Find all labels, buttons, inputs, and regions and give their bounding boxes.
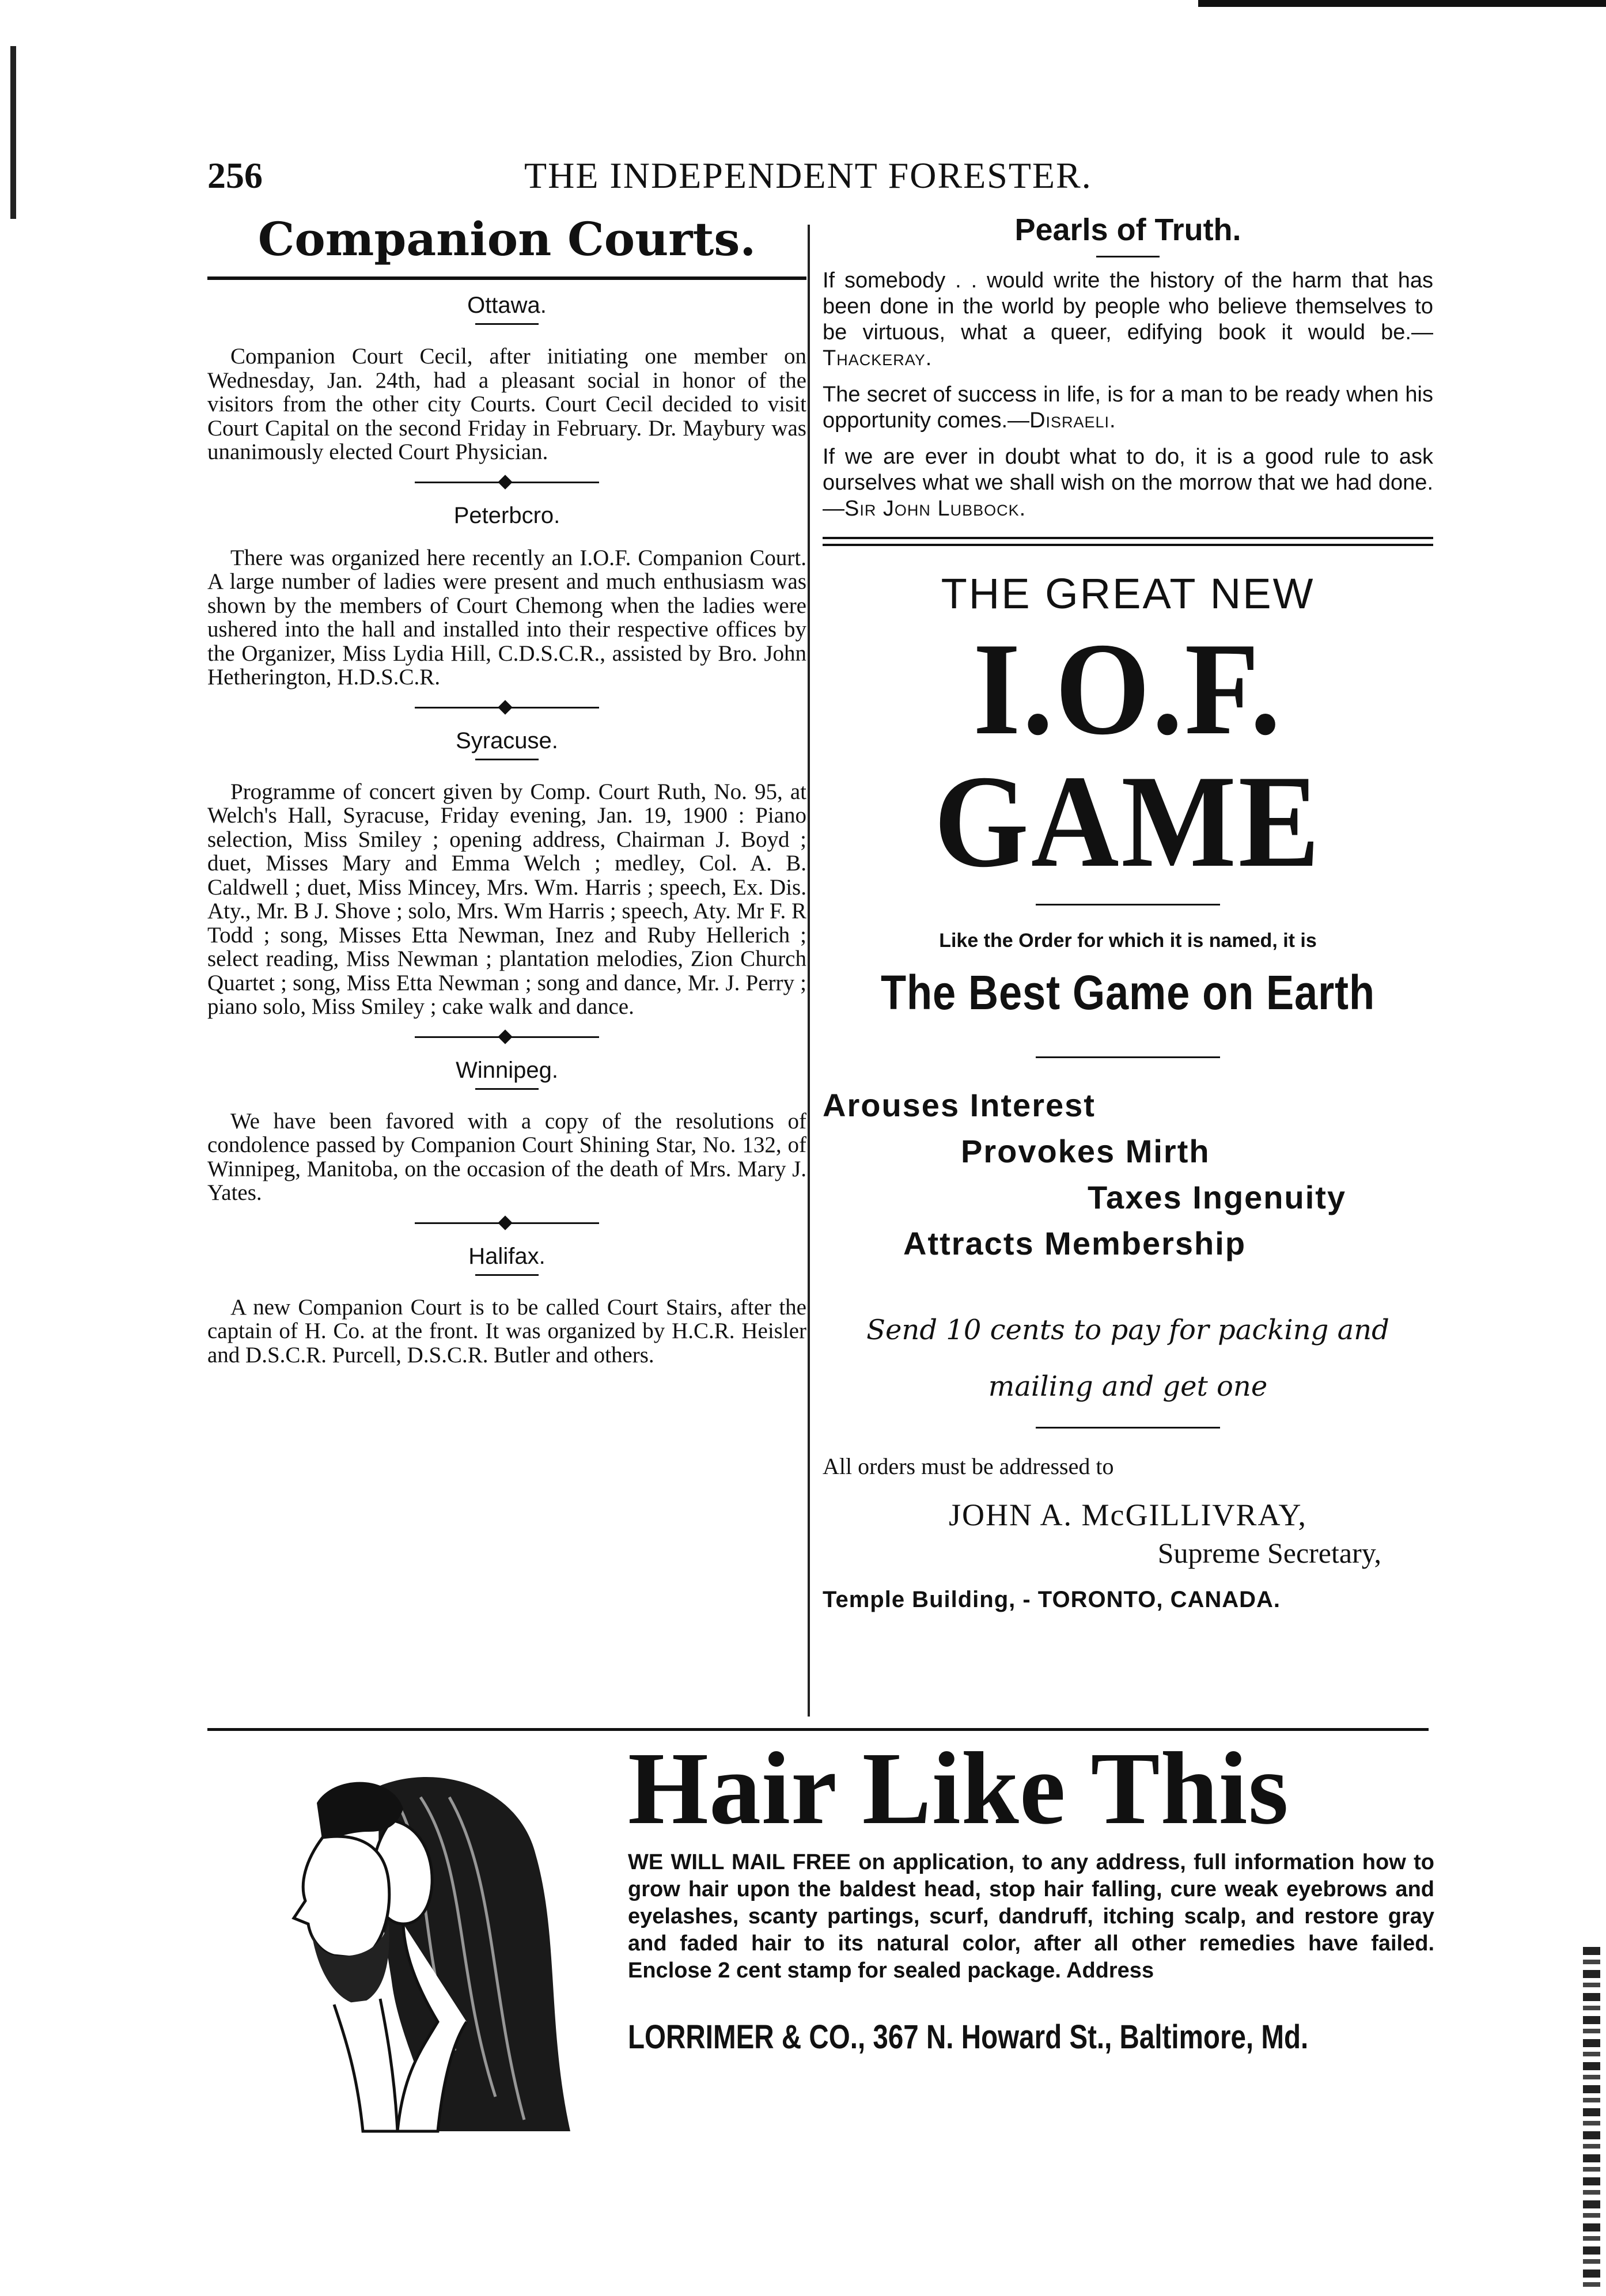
feature-item: Taxes Ingenuity [1088,1179,1347,1215]
pearls-title: Pearls of Truth. [1014,213,1241,247]
ornament-divider [415,707,599,708]
hair-ad-title: Hair Like This [628,1731,1289,1846]
quote-author: Sir John Lubbock. [844,497,1027,521]
quote-text: If somebody . . would write the history of the harm that has been done in the world by people who believe themselves to be virtuous, what a queer, edifying book it would be.— [823,268,1433,344]
item-body: Companion Court Cecil, after initiating one member on Wednesday, Jan. 24th, had a pleasant social in honor of the visitors from the other city Courts. Court Cecil decided to visit Court Capital on the second Friday in February. Dr. Maybury was unanimously elected Court Physician. [207,344,806,464]
hair-ad-body: WE WILL MAIL FREE on application, to any address, full information how to grow hair upon the baldest head, stop hair falling, cure weak eyebrows and eyelashes, scanty partings, scurf, dandruff, itching scalp, and restore gray and faded hair to its natural color, after all other remedies have failed. Enclose 2 cent stamp for sealed package. Address [628,1850,1434,1983]
item-heading: Syracuse. [456,728,558,753]
item-heading: Peterbcro. [453,502,560,528]
ornament-divider [415,1036,599,1038]
quote-author: Disraeli. [1029,408,1116,433]
orders-text: All orders must be addressed to [823,1453,1114,1479]
feature-item: Provokes Mirth [961,1133,1210,1169]
item-body: There was organized here recently an I.O.F. Companion Court. A large number of ladies were present and much enthusiasm was shown by the members of Court Chemong when the ladies were ushered into the hall and installed into their respective offices by the Organizer, Miss Lydia Hill, C.D.S.C.R., assisted by Bro. John Hetherington, H.D.S.C.R. [207,545,806,689]
divider [475,1088,539,1090]
send-line: mailing and get one [988,1370,1268,1403]
contact-address: Temple Building, - TORONTO, CANADA. [823,1587,1281,1612]
game-advertisement [823,569,1433,1613]
hair-ad-address: LORRIMER & CO., 367 N. Howard St., Baltimore, Md. [628,2018,1309,2056]
companion-courts-column [207,212,806,1721]
contact-name: JOHN A. McGILLIVRAY, [948,1498,1308,1532]
section-title: Companion Courts. [257,212,756,266]
divider [475,1274,539,1276]
couple-portrait-illustration [248,1751,588,2143]
news-item-syracuse [207,728,806,1019]
quote-text: The secret of success in life, is for a man to be ready when his opportunity comes.— [823,382,1433,433]
feature-item: Arouses Interest [823,1087,1096,1123]
hair-advertisement [628,1731,1434,2137]
divider [1036,1427,1220,1429]
item-heading: Ottawa. [467,293,547,318]
item-heading: Halifax. [468,1243,546,1269]
divider [1096,256,1160,257]
ornament-divider [415,1222,599,1224]
divider [1036,904,1220,905]
ornament-divider [415,482,599,483]
column-divider [808,225,810,1717]
divider [475,759,539,760]
game-tagline: The Best Game on Earth [881,965,1375,1020]
running-title: THE INDEPENDENT FORESTER. [524,155,1092,196]
item-body: A new Companion Court is to be called Court Stairs, after the captain of H. Co. at the front. It was organized by H.C.R. Heisler and D.S.C.R. Purcell, D.S.C.R. Butler and others. [207,1294,806,1367]
item-heading: Winnipeg. [456,1057,558,1083]
feature-list [823,1082,1433,1267]
feature-item: Attracts Membership [903,1225,1247,1261]
quote [823,382,1433,434]
item-body: We have been favored with a copy of the resolutions of condolence passed by Companion Court Shining Star, No. 132, of Winnipeg, Manitoba, on the occasion of the death of Mrs. Mary J. Yates. [207,1108,806,1205]
item-body: Programme of concert given by Comp. Court Ruth, No. 95, at Welch's Hall, Syracuse, Friday evening, Jan. 19, 1900 : Piano selection, Miss Smiley ; opening address, Chairman J. Boyd ; duet, Misses Mary and Emma Welch ; medley, Col. A. B. Caldwell ; duet, Miss Mincey, Mrs. Wm. Harris ; speech, Ex. Dis. Aty., Mr. B J. Shove ; solo, Mrs. Wm Harris ; speech, Aty. Mr F. R Todd ; song, Misses Etta Newman, Inez and Ruby Hellerich ; select reading, Miss Newman ; plantation melodies, Zion Church Quartet ; song, Miss Etta Newman ; song and dance, Mr. J. Perry ; piano solo, Miss Smiley ; cake walk and dance. [207,779,806,1019]
send-line: Send 10 cents to pay for packing and [866,1314,1389,1346]
scan-edge-mark [10,46,16,219]
game-kicker: THE GREAT NEW [941,570,1315,617]
double-divider [823,537,1433,546]
page-number: 256 [207,155,263,196]
scan-edge-mark [1198,0,1606,7]
news-item-halifax [207,1244,806,1367]
news-item-ottawa [207,293,806,464]
quote-author: Thackeray. [823,346,933,370]
quote [823,268,1433,372]
divider [1036,1056,1220,1058]
scan-edge-mark [1583,1947,1600,2293]
quote [823,444,1433,522]
divider [475,323,539,325]
game-like-text: Like the Order for which it is named, it is [939,930,1317,952]
game-title: I.O.F. GAME [934,615,1322,895]
contact-title: Supreme Secretary, [1157,1537,1381,1569]
quote-text: If we are ever in doubt what to do, it is a good rule to ask ourselves what we shall wish on the morrow that we had done.— [823,445,1433,521]
divider [207,276,806,280]
news-item-winnipeg [207,1058,806,1205]
page-header [207,154,1429,200]
news-item-peterboro [207,503,806,689]
right-column [823,212,1433,1721]
